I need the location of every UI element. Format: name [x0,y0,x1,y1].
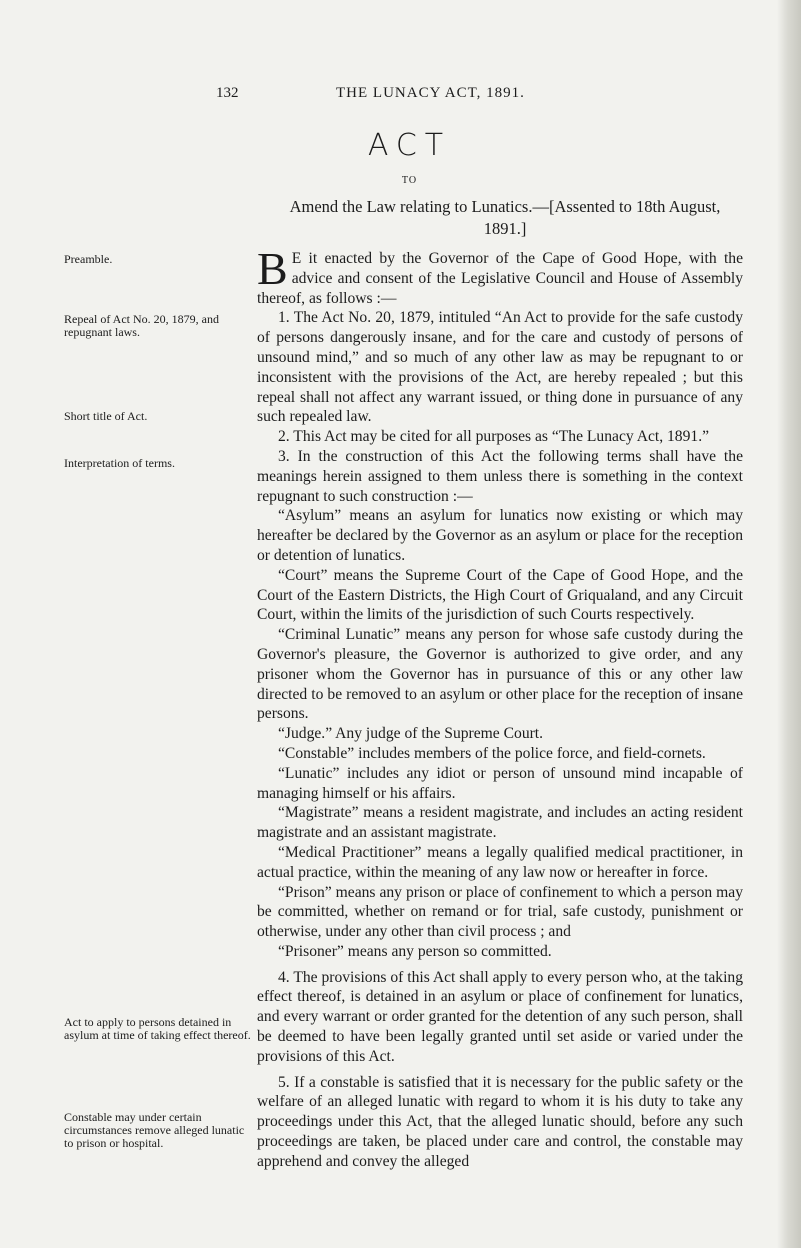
margin-note-interpretation: Interpretation of terms. [64,456,175,470]
definition-judge: “Judge.” Any judge of the Supreme Court. [278,725,544,743]
section-2: 2. This Act may be cited for all purposes as “The Lunacy Act, 1891.” [278,428,710,446]
definition-prison: “Prison” means any prison or place of confinement to which a person may be committed, whether on remand or for trial, safe custody, punishment or otherwise, under any other than civil process ; and [257,883,743,941]
act-heading: ACT [367,128,452,163]
definition-criminal-lunatic: “Criminal Lunatic” means any person for whose safe custody during the Governor's pleasure, the Governor is authorized to give order, and any prisoner whom the Governor has in pursuance of this or any other law directed to be removed to an asylum or other place for the reception of insane persons. [257,626,743,723]
section-5: 5. If a constable is satisfied that it is necessary for the public safety or the welfare of an alleged lunatic with regard to whom it is his duty to take any proceedings under this Act, that the alleged lunatic should, before any such proceedings are taken, be placed under care and control, the constable may apprehend and convey the alleged [257,1073,743,1170]
definition-court: “Court” means the Supreme Court of the Cape of Good Hope, and the Court of the Eastern Districts, the High Court of Griqualand, and any Circuit Court, within the limits of the jurisdiction of such Courts respectively. [257,566,743,624]
act-body-text [257,243,743,1172]
act-to-line: TO [401,175,418,186]
running-title: THE LUNACY ACT, 1891. [336,85,525,101]
section-3: 3. In the construction of this Act the following terms shall have the meanings herein assigned to them unless there is something in the context repugnant to such construction :— [257,447,743,505]
act-long-title: Amend the Law relating to Lunatics.—[Assented to 18th August, 1891.] [289,197,721,238]
definition-medical-practitioner: “Medical Practitioner” means a legally qualified medical practitioner, in actual practice, within the meaning of any law now or hereafter in force. [257,843,743,881]
running-header [0,85,801,109]
margin-note-short-title: Short title of Act. [64,409,148,423]
section-1: 1. The Act No. 20, 1879, intituled “An Act to provide for the safe custody of persons dangerously insane, and for the care and custody of persons of unsound mind,” and so much of any other law as may be repugnant to or inconsistent with the provisions of the Act, are hereby repealed ; but this repeal shall not affect any warrant issued, or thing done in pursuance of any such repealed law. [257,309,743,426]
definition-magistrate: “Magistrate” means a resident magistrate, and includes an acting resident magistrate and an assistant magistrate. [257,804,743,842]
definition-asylum: “Asylum” means an asylum for lunatics now existing or which may hereafter be declared by the Governor as an asylum or place for the reception or detention of lunatics. [257,507,743,564]
margin-note-constable: Constable may under certain circumstances remove alleged lunatic to prison or hospital. [64,1110,245,1150]
section-4: 4. The provisions of this Act shall apply to every person who, at the taking effect thereof, is detained in an asylum or place of confinement for lunatics, and every warrant or order granted for the detention of any such person, shall be deemed to have been legally granted until set aside or varied under the provisions of this Act. [257,968,743,1065]
margin-note-preamble: Preamble. [64,252,113,266]
drop-cap: B [257,243,288,294]
definition-prisoner: “Prisoner” means any person so committed. [278,942,552,960]
margin-note-apply: Act to apply to persons detained in asylum at time of taking effect thereof. [64,1015,251,1042]
page-number: 132 [216,85,239,101]
preamble-text: E it enacted by the Governor of the Cape of Good Hope, with the advice and consent of the Legislative Council and House of Assembly thereof, as follows :— [257,250,743,307]
definition-constable: “Constable” includes members of the police force, and field-cornets. [278,744,706,762]
page-edge-shadow [777,0,801,1248]
preamble-paragraph [257,243,743,308]
definition-lunatic: “Lunatic” includes any idiot or person of unsound mind incapable of managing himself or his affairs. [257,764,743,802]
margin-note-repeal: Repeal of Act No. 20, 1879, and repugnant laws. [64,312,219,339]
